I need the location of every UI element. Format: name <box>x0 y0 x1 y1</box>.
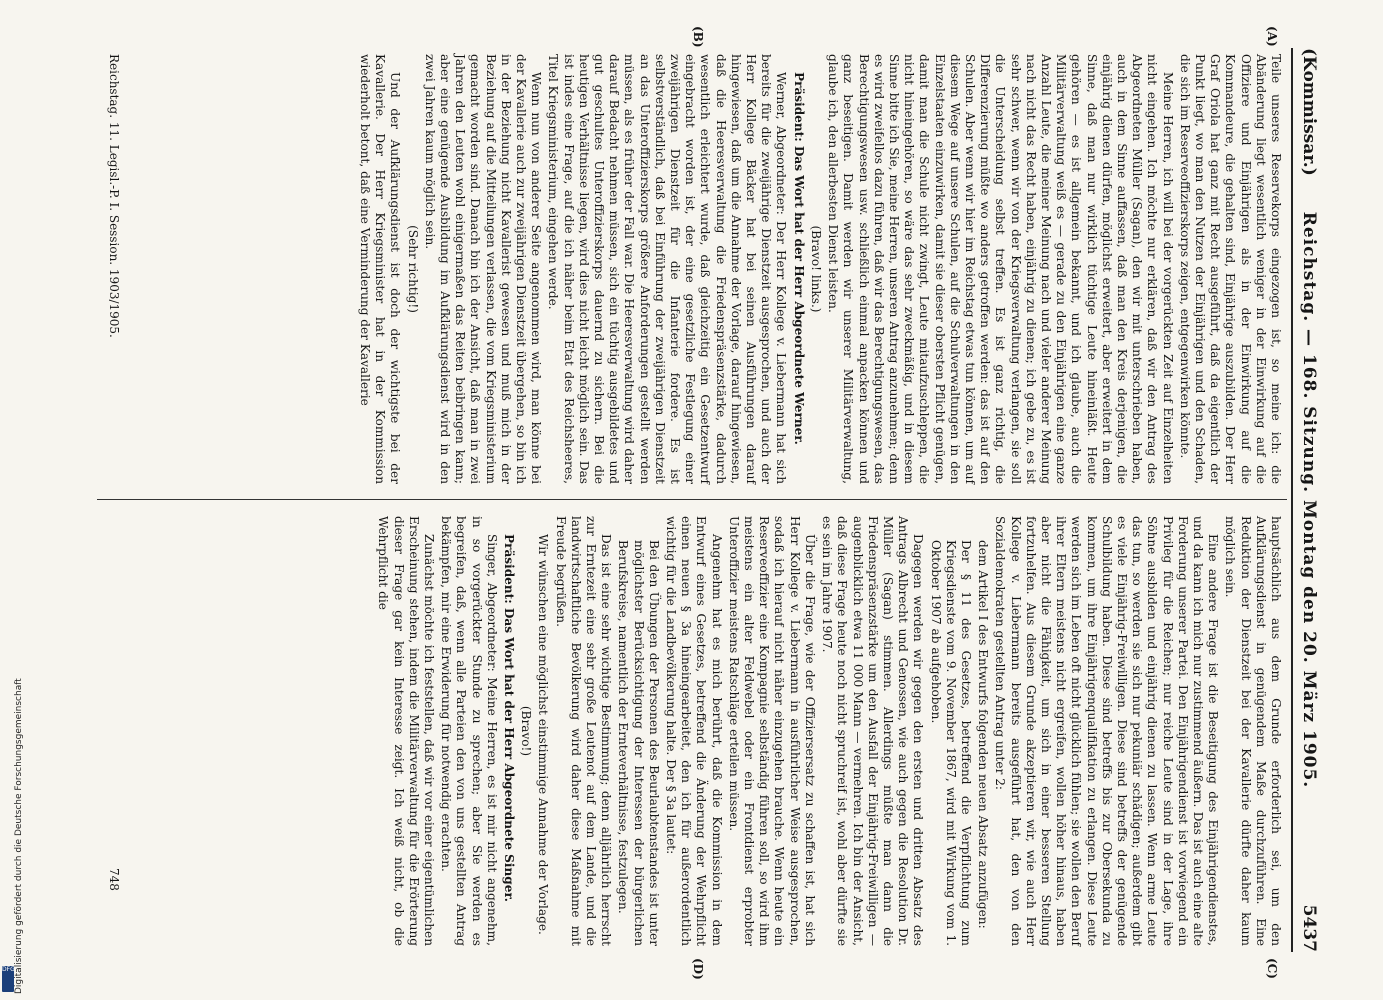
interjection: (Sehr richtig!) <box>405 225 420 313</box>
interjection: (Bravo!) <box>519 705 534 757</box>
paragraph: Wenn nun von anderer Seite angenommen wird, man könne bei der Kavallerie auch zur zweijährigen Dienstzeit übergehen, so bin ich in der Beziehung nicht Kavallerist gewesen und muß mich in der Beziehung auf die Mitteilungen verlassen, die vom Kriegsministerium gemacht worden sind. Danach bin ich der Ansicht, daß man in zwei Jahren den Leuten wohl einigermaßen das Reiten beibringen kann; aber eine genügende Ausbildung im Aufklärungsdienst wird in den zwei Jahren kaum möglich sein. <box>422 54 544 484</box>
paragraph: Eine andere Frage ist die Beseitigung des Einjährigendienstes, und da kann ich mich nur zustimmend äußern. Das ist auch eine alte Forderung unserer Partei. Den Einjährigendienst ist vorwiegend ein Privileg für die Reichen; nur reiche Leute sind in der Lage, ihre Söhne ausbilden und einjährig dienen zu lassen. Wenn arme Leute das tun, so werden sie sich nur pekuniär schädigen; außerdem gibt es viele Einjährig-Freiwilligen. Diese sind betreffs der genügende Schulbildung haben. Diese sind betreffs bis zur Obersekunda zu kommen, um ihre Einjährigenqualifikation zu erlangen. Diese Leute werden sich im Leben oft nicht glücklich fühlen; sie wollen den Beruf ihrer Eltern meistens nicht ergreifen, wollen höher hinaus, haben aber nicht die Fähigkeit, um sich in einer besseren Stellung fortzuhelfen. Aus diesem Grunde akzeptieren wir, wie auch Herr Kollege v. Liebermann bereits ausgeführt hat, den von den Sozialdemokraten gestellten Antrag unter 2: <box>993 516 1221 946</box>
paragraph: Über die Frage, wie der Offiziersersatz zu schaffen ist, hat sich Herr Kollege v. Liebermann in ausführlicher Weise ausgesprochen, sodaß ich hierauf nicht näher einzugehen brauche. Wenn heute ein Reserveoffizier eine Kompagnie selbständig führen soll, so wird ihm meistens ein alter Feldwebel oder ein Frontdienst erprobter Unteroffizier meistens Ratschläge erteilen müssen. <box>726 516 817 946</box>
marker-b: (B) <box>691 26 705 48</box>
left-column <box>355 54 1283 484</box>
digitization-credit: Digitalisierung gefördert durch die Deutsche Forschungsgemeinschaft <box>14 678 24 994</box>
paragraph: Teile unseres Reservekorps eingezogen ist, so meine ich: die Abänderung liegt wesentlich weniger in der Einwirkung auf die Offiziere und Einjährigen als in der Einwirkung auf die Kommandeure, die gehalten sind, Einjährige auszubilden. Der Herr Graf Oriola hat ganz mit Recht ausgeführt, daß da eigentlich der Punkt liegt, wo man den Nutzen der Einjährigen und den Schaden, die sich im Reserveoffizierskorps zeigen, entgegenwirken könnte. <box>1177 54 1283 484</box>
speaker-line: Präsident: Das Wort hat der Herr Abgeordnete Werner. <box>791 72 806 445</box>
document-sheet <box>53 26 1323 980</box>
right-column <box>373 516 1283 946</box>
paragraph: Angenehm hat es mich berührt, daß die Kommission in dem Entwurf eines Gesetzes, betreffend die Änderung der Wehrpflicht einen neuen § 3a hineingearbeitet, den ich für außerordentlich wichtig für die Landbevölkerung halte. Der § 3a lautet: <box>664 516 724 946</box>
quote: Bei den Übungen der Personen des Beurlaubtenstandes ist unter möglichster Berücksichtigung der Interessen der bürgerlichen Berufskreise, namentlich der Ernteverhältnisse, festzulegen. <box>616 540 661 946</box>
paragraph: Zunächst möchte ich feststellen, daß wir vor einer eigentümlichen Erscheinung stehen, indem die Militärverwaltung für die Erörterung dieser Frage gar kein Interesse zeigt. Ich weiß nicht, ob die Wehrpflicht die <box>376 516 437 946</box>
header-page-number: 5437 <box>1299 904 1319 952</box>
paragraph: Singer, Abgeordneter: Meine Herren, es ist mir nicht angenehm, in so vorgerückter Stunde zu sprechen; aber Sie werden es begreifen, daß, wenn alle Parteien den von uns gestellten Antrag bekämpfen, mir eine Erwiderung für notwendig erachten. <box>439 516 499 946</box>
paragraph: Meine Herren, ich will bei der vorgerückten Zeit auf Einzelheiten nicht eingehen. Ich möchte nur erklären, daß wir den Antrag des Abgeordneten Müller (Sagan), den wir mit unterschrieben haben, auch in dem Sinne auffassen, daß man den Kreis derjenigen, die einjährig dienen dürfen, möglichst erweitert, aber erweitert in dem Sinne, daß man nur wirklich tüchtige Leute hineinläßt. Heute gehören — es ist allgemein bekannt, und ich glaube, auch die Militärverwaltung weiß es — gerade zu den Einjährigen eine ganze Anzahl Leute, die meiner Meinung nach und vieler anderer Meinung nach nicht das Recht haben, einjährig zu dienen; ich gebe zu, es ist sehr schwer, wenn wir von der Kriegsverwaltung verlangen, sie soll die Unterscheidung selbst treffen. Es ist ganz richtig, die Differenzierung müßte wo anders getroffen werden: das ist auf den Schulen. Aber wenn wir hier im Reichstag etwas tun können, um auf diesem Wege auf unsere Schulen, auf die Schulverwaltungen in den Einzelstaaten einzuwirken, damit sie dieser obersten Pflicht genügen, damit man die Schule nicht zwingt, Leute mitaufzuschleppen, die nicht hineingehören, so wäre das sehr zweckmäßig, und in diesem Sinne bitte ich Sie, meine Herren, unseren Antrag anzunehmen; denn es wird zweifellos dazu führen, daß wir das Berechtigungswesen, das Berechtigungswesen usw. schließlich einmal anpacken können und ganz beseitigen. Damit werden wir unserer Militärverwaltung, glaube ich, den allerbesten Dienst leisten. <box>826 54 1175 484</box>
footer-page-number: 748 <box>107 868 121 891</box>
paragraph: Wir wünschen eine möglichst einstimmige Annahme der Vorlage. <box>536 534 551 935</box>
paragraph: Das ist eine sehr wichtige Bestimmung; denn alljährlich herrscht zur Erntezeit eine sehr große Leutenot auf dem Lande, und die landwirtschaftliche Bevölkerung wird daher diese Maßnahme mit Freude begrüßen. <box>553 516 614 946</box>
quote-intro: dem Artikel I des Entwurfs folgenden neuen Absatz anzufügen: <box>976 540 991 929</box>
paragraph: Und der Aufklärungsdienst ist doch der wichtigste bei der Kavallerie. Der Herr Kriegsminister hat in der Kommission wiederholt betont, daß eine Verminderung der Kavallerie <box>358 54 403 484</box>
running-header <box>1291 48 1323 952</box>
paragraph: Dagegen werden wir gegen den ersten und dritten Absatz des Antrags Albrecht und Genossen, wie auch gegen die Resolution Dr. Müller (Sagan) stimmen. Allerdings müßte man dann die Friedenspräsenzstärke um den Ausfall der Einjährig-Freiwilligen — augenblicklich etwa 11 000 Mann — vermehren. Ich bin der Ansicht, daß diese Frage heute noch nicht spruchreif ist, wohl aber dürfte sie es sein im Jahre 1907. <box>820 516 926 946</box>
quote: Der § 11 des Gesetzes, betreffend die Verpflichtung zum Kriegsdienste vom 9. November 1867, wird mit Wirkung vom 1. Oktober 1907 ab aufgehoben. <box>928 540 973 946</box>
paragraph: Werner, Abgeordneter: Der Herr Kollege v. Liebermann hat sich bereits für die zweijährige Dienstzeit ausgesprochen, und auch der Herr Kollege Bäcker hat bei seinen Ausführungen darauf hingewiesen, daß um die Annahme der Vorlage, darauf hingewiesen, daß die Heeresverwaltung die Friedenspräsenzstärke, dadurch wesentlich erleichtert wurde, daß gleichzeitig ein Gesetzentwurf eingebracht worden ist, der eine gesetzliche Festlegung einer zweijährigen Dienstzeit für die Infanterie fordere. Es ist selbstverständlich, daß bei Einführung der zweijährigen Dienstzeit an das Unteroffizierskorps größere Anforderungen gestellt werden müssen, als es früher der Fall war. Die Heeresverwaltung wird daher darauf Bedacht nehmen müssen, sich ein tüchtig ausgebildetes und gut geschultes Unteroffizierskorps dauernd zu sichern. Bei die heutigen Verhältnisse liegen, wird dies nicht leicht möglich sein. Das ist indes eine Frage, auf die ich näher beim Etat des Reichsheeres, Titel Kriegsministerium, eingehen werde. <box>546 54 789 484</box>
header-speaker: (Kommissar.) <box>1299 48 1319 176</box>
paragraph: hauptsächlich aus dem Grunde erforderlich sei, um den Aufklärungsdienst in genügendem Maße durchzuführen. Eine Reduktion der Dienstzeit bei der Kavallerie dürfte daher kaum möglich sein. <box>1223 516 1283 946</box>
interjection: (Bravo! links.) <box>808 225 823 313</box>
speaker-line: Präsident: Das Wort hat der Herr Abgeordnete Singer. <box>502 534 517 902</box>
column-divider <box>97 499 1287 500</box>
dfg-logo-icon: DFG <box>2 966 14 992</box>
marker-d: (D) <box>691 958 705 980</box>
header-title: Reichstag. — 168. Sitzung. Montag den 20. März 1905. <box>1299 211 1319 789</box>
marker-a: (A) <box>1265 26 1279 47</box>
footer-session: Reichstag. 11. Legisl.-P. I. Session. 1903/1905. <box>107 54 121 338</box>
marker-c: (C) <box>1265 958 1279 979</box>
